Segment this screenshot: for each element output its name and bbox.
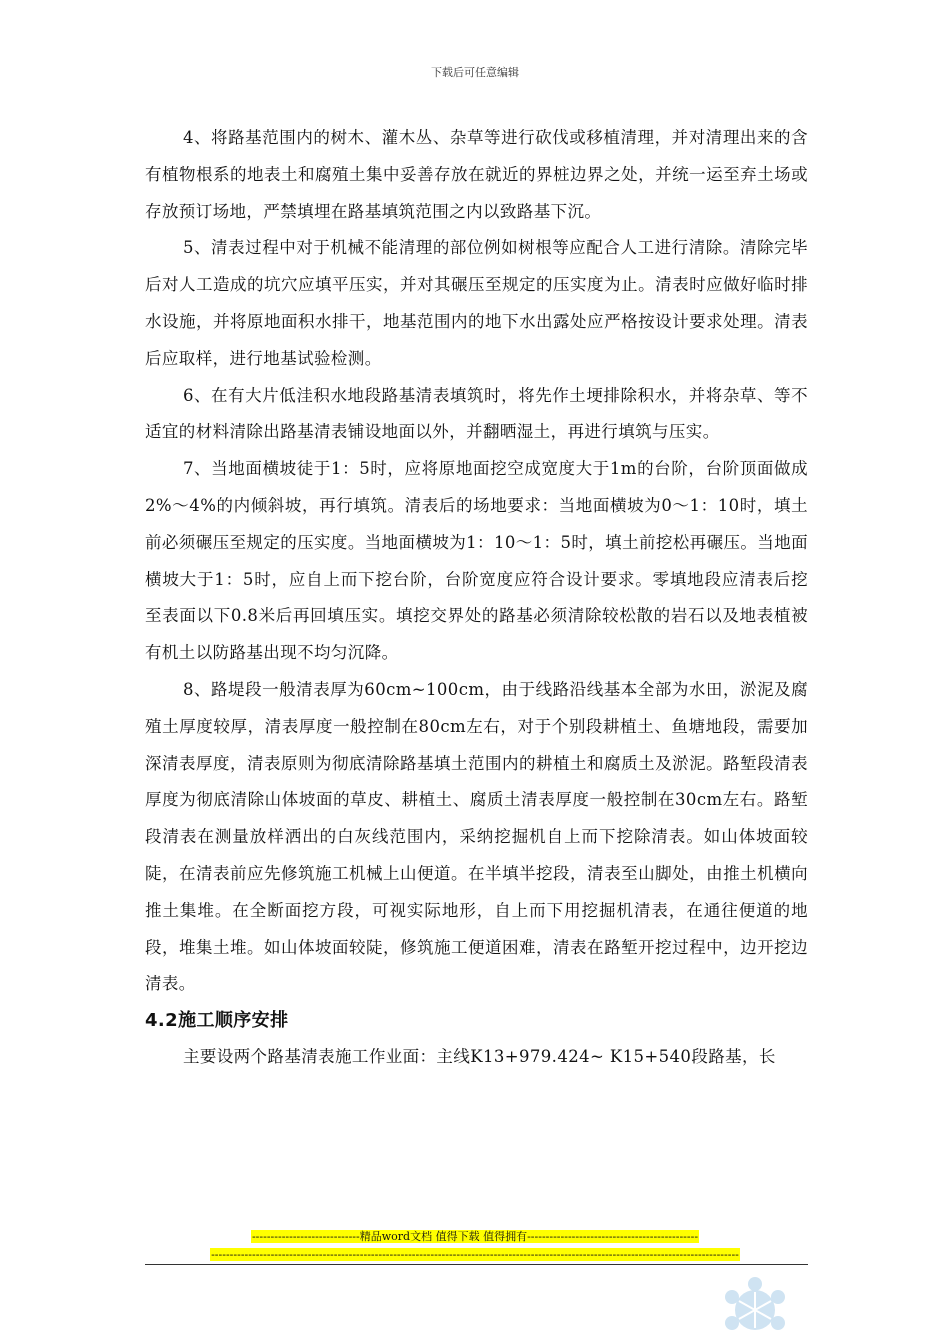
footer-banner: [0, 1228, 950, 1264]
paragraph-4: 4、将路基范围内的树木、灌木丛、杂草等进行砍伐或移植清理，并对清理出来的含有植物根系的地表土和腐殖土集中妥善存放在就近的界桩边界之处，并统一运至弃土场或存放预订场地，严禁填埋在路基填筑范围之内以致路基下沉。: [145, 128, 808, 221]
page-header: 下载后可任意编辑: [431, 66, 519, 79]
paragraph-7: 7、当地面横坡徒于1：5时，应将原地面挖空成宽度大于1m的台阶，台阶顶面做成2%～4%的内倾斜坡，再行填筑。清表后的场地要求：当地面横坡为0～1：10时，填土前必须碾压至规定的压实度。当地面横坡为1：10～1：5时，填土前挖松再碾压。当地面横坡大于1：5时，应自上而下挖台阶，台阶宽度应符合设计要求。零填地段应清表后挖至表面以下0.8米后再回填压实。填挖交界处的路基必须清除较松散的岩石以及地表植被有机土以防路基出现不均匀沉降。: [145, 459, 808, 663]
paragraph-section-intro: 主要设两个路基清表施工作业面：主线K13+979.424~ K15+540段路基，长: [182, 1047, 776, 1067]
section-heading: 4.2施工顺序安排: [145, 1010, 289, 1032]
paragraph-5: 5、清表过程中对于机械不能清理的部位例如树根等应配合人工进行清除。清除完毕后对人工造成的坑穴应填平压实，并对其碾压至规定的压实度为止。清表时应做好临时排水设施，并将原地面积水排干，地基范围内的地下水出露处应严格按设计要求处理。清表后应取样，进行地基试验检测。: [145, 238, 808, 368]
footer-banner-line2: ----------------------------------------------------------------------------------------------------------------------------------------------: [211, 1248, 739, 1261]
document-body: [145, 120, 808, 1076]
footer-divider: [145, 1264, 808, 1265]
snowflake-watermark-icon: [715, 1270, 795, 1344]
paragraph-8: 8、路堤段一般清表厚为60cm~100cm，由于线路沿线基本全部为水田，淤泥及腐殖土厚度较厚，清表厚度一般控制在80cm左右，对于个别段耕植土、鱼塘地段，需要加深清表厚度，清表原则为彻底清除路基填土范围内的耕植土和腐质土及淤泥。路堑段清表厚度为彻底清除山体坡面的草皮、耕植土、腐质土清表厚度一般控制在30cm左右。路堑段清表在测量放样洒出的白灰线范围内，采纳挖掘机自上而下挖除清表。如山体坡面较陡，在清表前应先修筑施工机械上山便道。在半填半挖段，清表至山脚处，由推土机横向推土集堆。在全断面挖方段，可视实际地形，自上而下用挖掘机清表，在通往便道的地段，堆集土堆。如山体坡面较陡，修筑施工便道困难，清表在路堑开挖过程中，边开挖边清表。: [145, 679, 808, 994]
footer-banner-line1: -----------------------------精品word文档 值得下载 值得拥有----------------------------------------------: [251, 1230, 699, 1243]
paragraph-6: 6、在有大片低洼积水地段路基清表填筑时，将先作土埂排除积水，并将杂草、等不适宜的材料清除出路基清表铺设地面以外，并翻晒湿土，再进行填筑与压实。: [145, 385, 808, 442]
